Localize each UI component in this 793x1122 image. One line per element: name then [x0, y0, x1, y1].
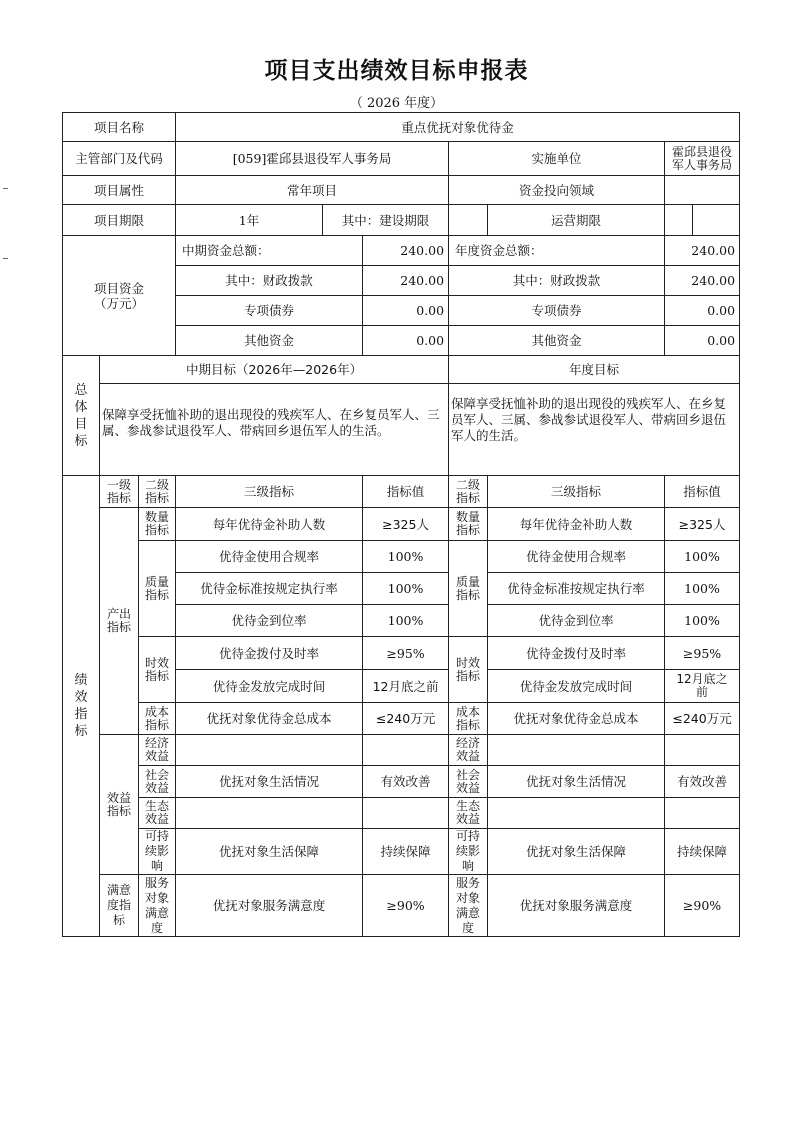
- attr-value: 常年项目: [176, 176, 449, 205]
- mid-fund-label: 其中：财政拨款: [176, 266, 363, 296]
- impl-value: 霍邱县退役军人事务局: [665, 142, 740, 176]
- indicator-name: 优抚对象生活保障: [176, 829, 363, 875]
- indicator-name: 优待金拨付及时率: [176, 637, 363, 670]
- indicator-name: 优抚对象优待金总成本: [176, 703, 363, 735]
- sub-quantity-text: 数量指标: [145, 510, 170, 537]
- mid-fund-label: 其他资金: [176, 326, 363, 356]
- indicator-row: [63, 735, 740, 766]
- ops-period-spacer: [665, 205, 693, 235]
- sub-economic-year: [449, 735, 488, 766]
- indicator-row: [63, 508, 740, 541]
- build-period-value: [449, 205, 488, 236]
- sub-quantity: [139, 508, 176, 541]
- sub-timeliness-text: 时效指标: [145, 655, 170, 683]
- performance-target-table: [62, 112, 740, 937]
- scan-mark: [3, 258, 8, 259]
- sub-cost-year-text: 成本指标: [456, 704, 481, 732]
- period-value: 1年: [176, 205, 323, 235]
- indicator-name: 优抚对象服务满意度: [176, 875, 363, 937]
- sub-social-year: [449, 766, 488, 798]
- indicator-row: [63, 875, 740, 937]
- indicator-mid-value: 有效改善: [363, 766, 449, 798]
- indicator-year-value: ≥90%: [665, 875, 740, 937]
- indicator-name-year: 优待金发放完成时间: [488, 670, 665, 703]
- year-goal-header: 年度目标: [449, 356, 740, 384]
- year-fund-value: 0.00: [665, 326, 740, 356]
- impl-label: 实施单位: [449, 142, 665, 176]
- goals-header-row: [63, 356, 740, 384]
- indicator-year-value: [665, 735, 740, 766]
- indicator-name: 优抚对象生活情况: [176, 766, 363, 798]
- dept-label: 主管部门及代码: [63, 142, 176, 176]
- row-attr: [63, 176, 740, 205]
- indicators-label: [63, 476, 100, 937]
- indicator-name-year: 优抚对象优待金总成本: [488, 703, 665, 735]
- sub-sustainable-year-text: 可持续影响: [456, 829, 481, 873]
- indicator-row: [63, 798, 740, 829]
- sub-sustainable: [139, 829, 176, 875]
- header-level2: 二级指标: [139, 476, 176, 508]
- ops-period-label: 运营期限: [488, 205, 665, 236]
- indicator-year-value: 100%: [665, 573, 740, 605]
- sub-service-text: 服务对象满意度: [145, 875, 170, 935]
- indicator-mid-value: 12月底之前: [363, 670, 449, 703]
- sub-service-year: [449, 875, 488, 937]
- indicator-year-value: ≥95%: [665, 637, 740, 670]
- year-fund-value: 240.00: [665, 236, 740, 266]
- sub-sustainable-year: [449, 829, 488, 875]
- year-fund-label: 年度资金总额：: [449, 236, 665, 266]
- fund-area-value: [665, 176, 740, 205]
- indicator-mid-value: ≤240万元: [363, 703, 449, 735]
- sub-sustainable-text: 可持续影响: [145, 829, 170, 873]
- fund-row: [63, 236, 740, 266]
- indicator-year-value: [665, 798, 740, 829]
- group-satisfaction-text: 满意度指标: [106, 883, 131, 927]
- sub-quality-text: 质量指标: [145, 574, 170, 602]
- indicator-name-year: 优待金标准按规定执行率: [488, 573, 665, 605]
- row-project-name: [63, 113, 740, 142]
- indicator-name: [176, 735, 363, 766]
- goals-text-row: [63, 384, 740, 476]
- indicator-name-year: 优抚对象生活情况: [488, 766, 665, 798]
- attr-label: 项目属性: [63, 176, 176, 205]
- goals-label: [63, 356, 100, 476]
- indicator-name: 优待金到位率: [176, 605, 363, 637]
- header-level1: 一级指标: [100, 476, 139, 508]
- indicator-name-year: 优待金拨付及时率: [488, 637, 665, 670]
- project-name-label: 项目名称: [63, 113, 176, 142]
- dept-value: [059]霍邱县退役军人事务局: [176, 142, 449, 176]
- indicator-row: [63, 541, 740, 573]
- indicator-year-value: ≤240万元: [665, 703, 740, 735]
- indicator-year-value: 100%: [665, 541, 740, 573]
- year-line: （ 2026 年度）: [349, 96, 444, 111]
- mid-fund-label: 专项债券: [176, 296, 363, 326]
- indicator-name-year: 优抚对象服务满意度: [488, 875, 665, 937]
- sub-quality-year-text: 质量指标: [456, 574, 481, 602]
- indicator-mid-value: [363, 735, 449, 766]
- sub-economic: [139, 735, 176, 766]
- header-value: 指标值: [363, 476, 449, 508]
- indicator-name-year: [488, 798, 665, 829]
- indicators-label-text: 绩效指标: [74, 673, 88, 739]
- sub-ecological-year: [449, 798, 488, 829]
- sub-cost-text: 成本指标: [145, 704, 170, 732]
- group-satisfaction: [100, 875, 139, 937]
- indicator-mid-value: [363, 798, 449, 829]
- indicator-mid-value: ≥90%: [363, 875, 449, 937]
- mid-fund-value: 240.00: [363, 236, 449, 266]
- funds-label: [63, 236, 176, 356]
- ops-period-group: [665, 205, 740, 236]
- sub-quality: [139, 541, 176, 637]
- indicator-row: [63, 637, 740, 670]
- period-group: [176, 205, 449, 236]
- indicator-row: [63, 703, 740, 735]
- sub-ecological-text: 生态效益: [145, 799, 170, 826]
- indicator-year-value: [665, 670, 740, 703]
- header-level3: 三级指标: [176, 476, 363, 508]
- sub-social-text: 社会效益: [145, 767, 170, 795]
- indicator-mid-value: ≥95%: [363, 637, 449, 670]
- row-dept: [63, 142, 740, 176]
- indicator-name: [176, 798, 363, 829]
- indicator-year-value: 有效改善: [665, 766, 740, 798]
- indicator-mid-value: 100%: [363, 605, 449, 637]
- year-goal-text: 保障享受抚恤补助的退出现役的残疾军人、在乡复员军人、三属、参战参试退役军人、带病回乡退伍军人的生活。: [449, 384, 740, 476]
- fund-area-label: 资金投向领域: [449, 176, 665, 205]
- funds-label-line2: （万元）: [94, 295, 145, 311]
- group-output-text: 产出指标: [106, 607, 131, 634]
- sub-timeliness-year: [449, 637, 488, 703]
- indicator-row: [63, 766, 740, 798]
- indicator-header-row: [63, 476, 740, 508]
- sub-timeliness: [139, 637, 176, 703]
- indicator-mid-value: 持续保障: [363, 829, 449, 875]
- ops-period-value: [693, 205, 739, 235]
- header-level2-year: 二级指标: [449, 476, 488, 508]
- indicator-year-value: 100%: [665, 605, 740, 637]
- sub-ecological: [139, 798, 176, 829]
- indicator-name: 优待金发放完成时间: [176, 670, 363, 703]
- indicator-name-year: 优待金使用合规率: [488, 541, 665, 573]
- mid-fund-value: 0.00: [363, 296, 449, 326]
- mid-fund-value: 240.00: [363, 266, 449, 296]
- sub-cost-year: [449, 703, 488, 735]
- year-fund-value: 0.00: [665, 296, 740, 326]
- sub-economic-year-text: 经济效益: [456, 736, 481, 763]
- indicator-year-value: 持续保障: [665, 829, 740, 875]
- indicator-name-year: 每年优待金补助人数: [488, 508, 665, 541]
- indicator-mid-value: ≥325人: [363, 508, 449, 541]
- sub-ecological-year-text: 生态效益: [456, 799, 481, 826]
- sub-cost: [139, 703, 176, 735]
- year-fund-label: 专项债券: [449, 296, 665, 326]
- group-benefit: [100, 735, 139, 875]
- indicator-mid-value: 100%: [363, 541, 449, 573]
- header-value-year: 指标值: [665, 476, 740, 508]
- page-title: 项目支出绩效目标申报表: [264, 58, 529, 84]
- period-label: 项目期限: [63, 205, 176, 236]
- sub-timeliness-year-text: 时效指标: [456, 655, 481, 683]
- mid-fund-value: 0.00: [363, 326, 449, 356]
- indicator-mid-value: 100%: [363, 573, 449, 605]
- row-period: [63, 205, 740, 236]
- build-period-label: 其中：建设期限: [341, 212, 430, 228]
- sub-service: [139, 875, 176, 937]
- sub-economic-text: 经济效益: [145, 736, 170, 763]
- header-level3-year: 三级指标: [488, 476, 665, 508]
- indicator-name: 每年优待金补助人数: [176, 508, 363, 541]
- year-fund-label: 其中：财政拨款: [449, 266, 665, 296]
- mid-goal-header: 中期目标（2026年—2026年）: [100, 356, 449, 384]
- indicator-name-year: [488, 735, 665, 766]
- indicator-name: 优待金标准按规定执行率: [176, 573, 363, 605]
- mid-goal-text: 保障享受抚恤补助的退出现役的残疾军人、在乡复员军人、三属、参战参试退役军人、带病回乡退伍军人的生活。: [100, 384, 449, 476]
- group-benefit-text: 效益指标: [106, 790, 131, 818]
- indicator-row: [63, 829, 740, 875]
- sub-quantity-year-text: 数量指标: [456, 510, 481, 537]
- mid-fund-label: 中期资金总额：: [176, 236, 363, 266]
- indicator-year-value-text: 12月底之前: [676, 672, 728, 699]
- project-name-value: 重点优抚对象优待金: [176, 113, 740, 142]
- sub-quantity-year: [449, 508, 488, 541]
- funds-label-line1: 项目资金: [94, 280, 145, 296]
- year-fund-label: 其他资金: [449, 326, 665, 356]
- year-fund-value: 240.00: [665, 266, 740, 296]
- sub-quality-year: [449, 541, 488, 637]
- goals-label-text: 总体目标: [74, 382, 88, 449]
- sub-social: [139, 766, 176, 798]
- scan-mark: [3, 188, 8, 189]
- sub-social-year-text: 社会效益: [456, 767, 481, 795]
- group-output: [100, 508, 139, 735]
- indicator-year-value: ≥325人: [665, 508, 740, 541]
- sub-service-year-text: 服务对象满意度: [456, 875, 481, 935]
- indicator-name: 优待金使用合规率: [176, 541, 363, 573]
- indicator-name-year: 优抚对象生活保障: [488, 829, 665, 875]
- indicator-name-year: 优待金到位率: [488, 605, 665, 637]
